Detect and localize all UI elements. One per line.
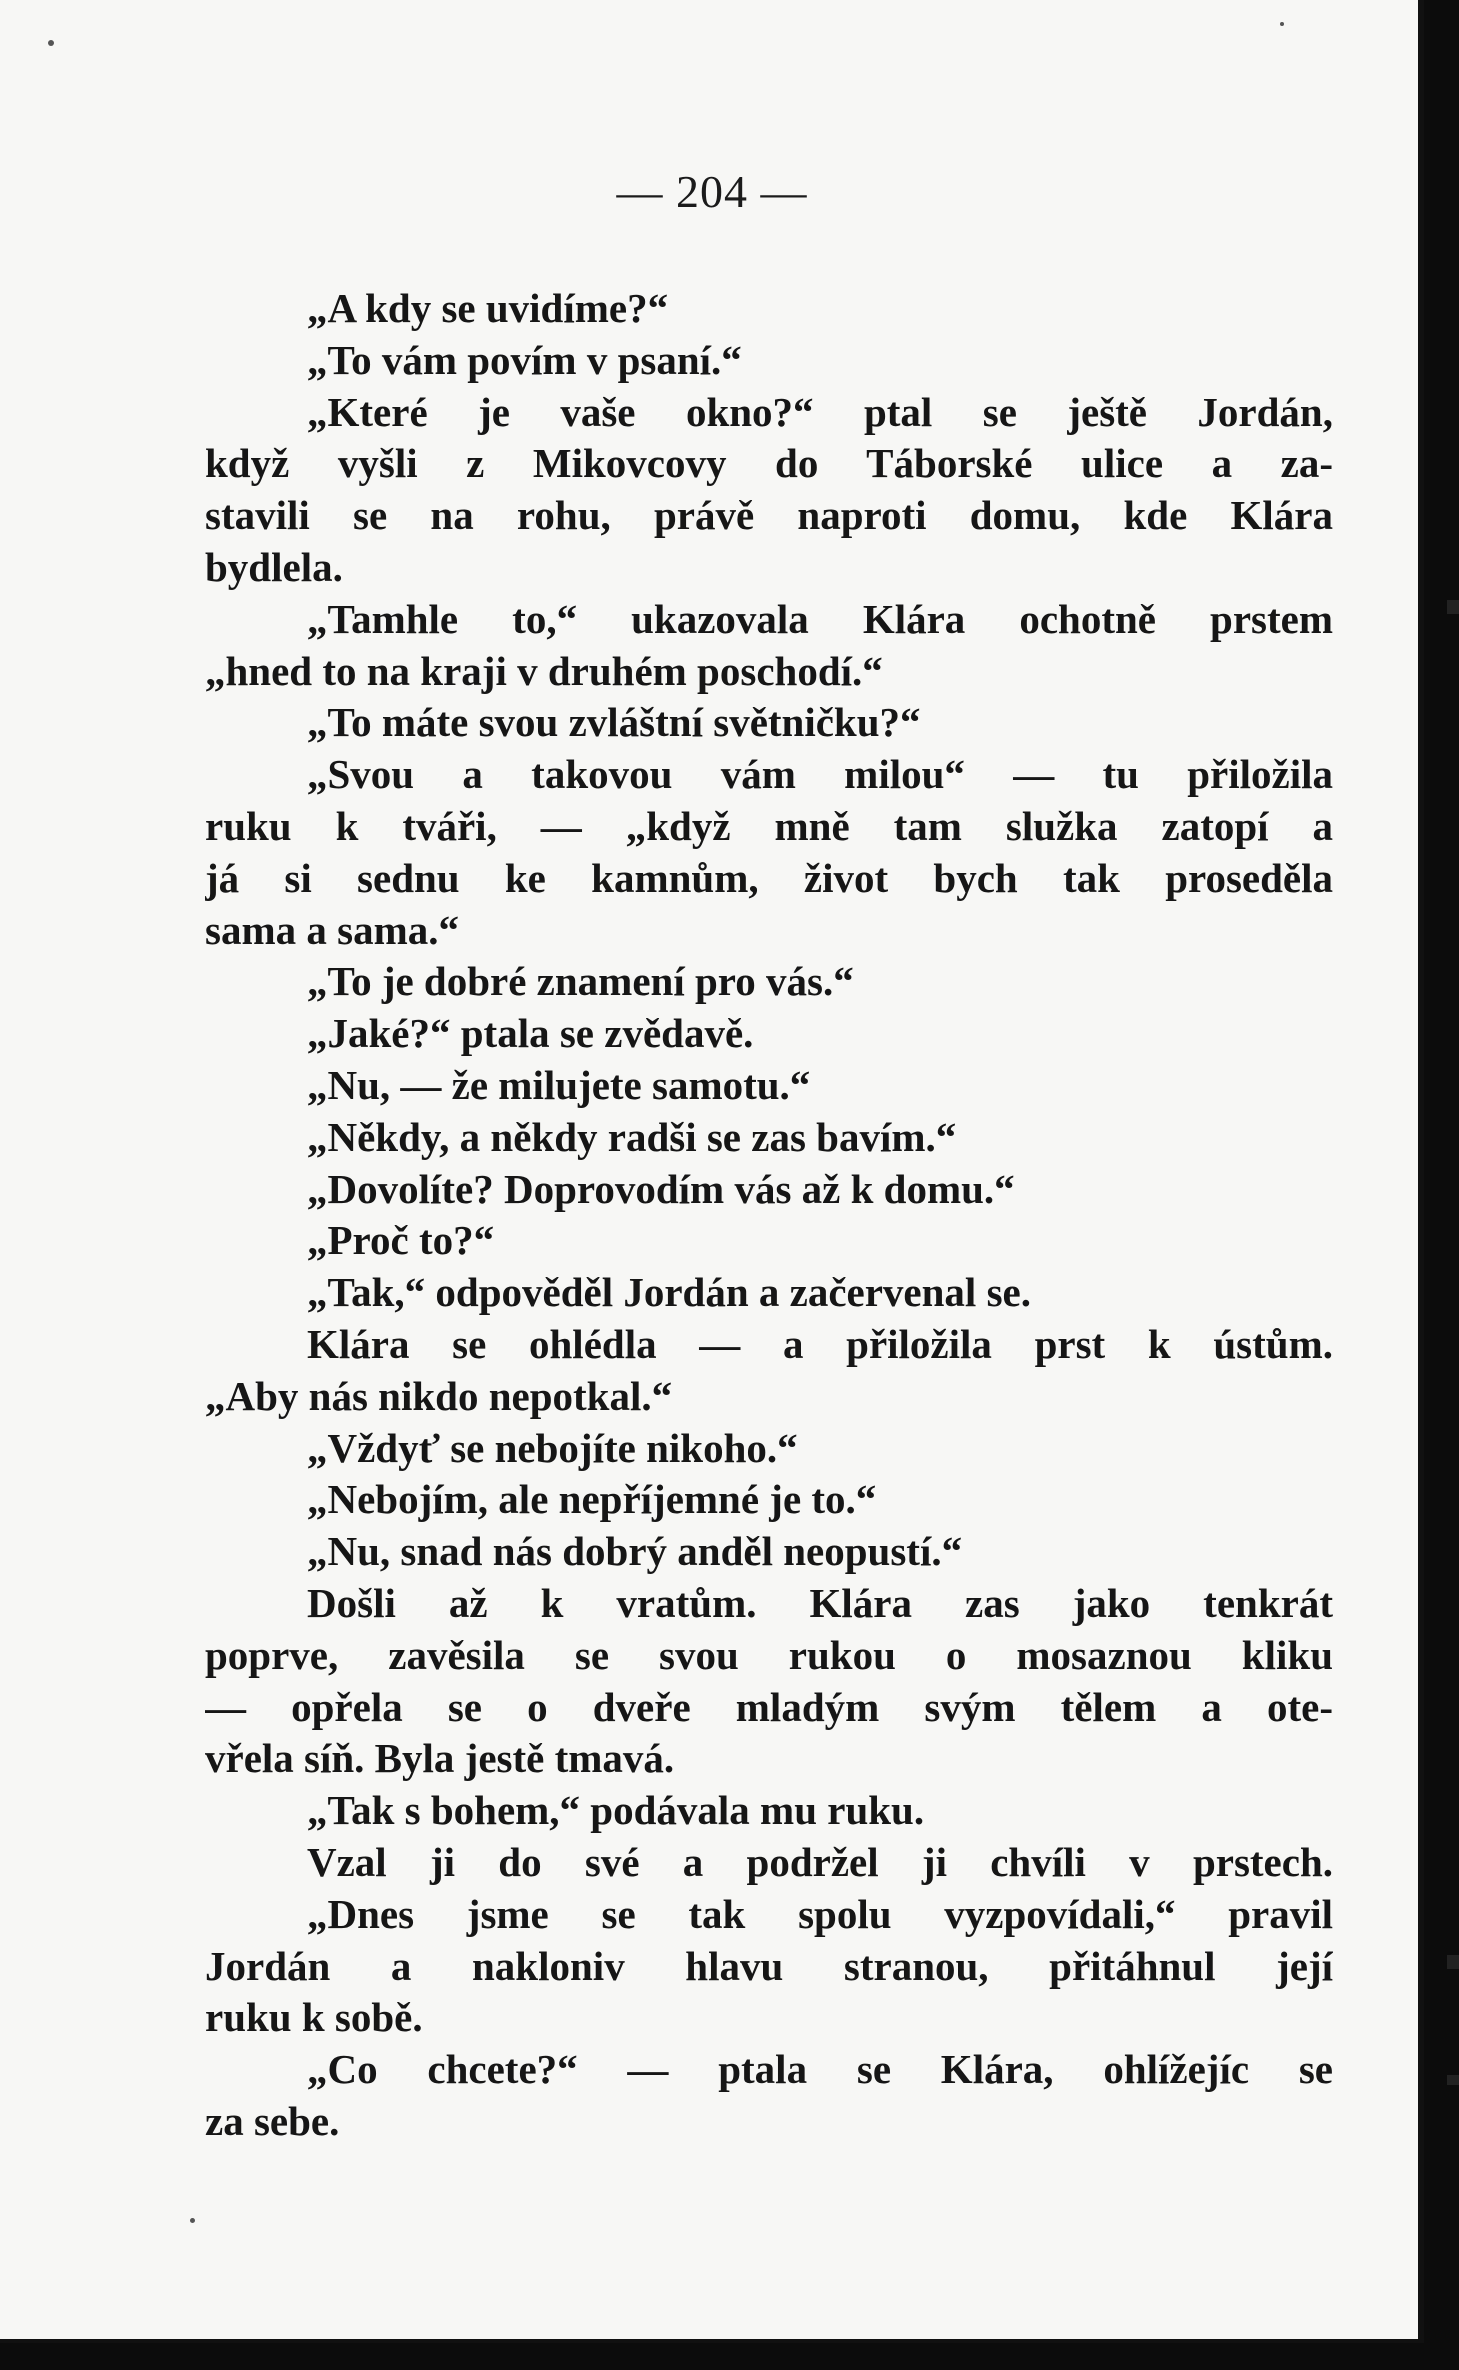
text-line: když vyšli z Mikovcovy do Táborské ulice a za- (205, 440, 1333, 487)
text-line: „A kdy se uvidíme?“ (307, 285, 669, 331)
text-line: „Vždyť se nebojíte nikoho.“ (307, 1424, 798, 1471)
dust-speck (190, 2218, 195, 2223)
page-number: — 204 — (616, 166, 808, 217)
text-line: „Někdy, a někdy radši se zas bavím.“ (307, 1113, 957, 1160)
text-line: „Jaké?“ ptala se zvědavě. (307, 1010, 754, 1057)
text-line: „Proč to?“ (307, 1217, 495, 1264)
text-line: Vzal ji do své a podržel ji chvíli v prstech. (307, 1838, 1333, 1885)
dust-speck (1280, 22, 1284, 26)
text-line: „Nu, snad nás dobrý anděl neopustí.“ (307, 1528, 963, 1575)
text-line: Došli až k vratům. Klára zas jako tenkrát (307, 1579, 1333, 1626)
edge-mark (1447, 600, 1459, 614)
text-line: „To je dobré znamení pro vás.“ (307, 958, 854, 1005)
text-line: „Co chcete?“ — ptala se Klára, ohlížejíc se (307, 2046, 1333, 2093)
text-line: ruku k tváři, — „když mně tam služka zatopí a (205, 802, 1333, 849)
text-line: ruku k sobě. (205, 1994, 423, 2041)
text-line: bydlela. (205, 543, 343, 590)
text-line: poprve, zavěsila se svou rukou o mosaznou kliku (205, 1631, 1333, 1678)
dust-speck (48, 40, 54, 46)
text-line: „Tak,“ odpověděl Jordán a začervenal se. (307, 1269, 1031, 1316)
text-line: „Které je vaše okno?“ ptal se ještě Jordán, (307, 388, 1333, 435)
edge-mark (1447, 1955, 1459, 1969)
text-line: já si sednu ke kamnům, život bych tak proseděla (205, 854, 1333, 901)
text-line: „Dnes jsme se tak spolu vyzpovídali,“ pravil (307, 1890, 1333, 1937)
text-line: stavili se na rohu, právě naproti domu, kde Klára (205, 492, 1333, 539)
text-line: „Aby nás nikdo nepotkal.“ (205, 1372, 673, 1419)
text-line: „Nebojím, ale nepříjemné je to.“ (307, 1476, 877, 1523)
text-line: Klára se ohlédla — a přiložila prst k ústům. (307, 1320, 1333, 1367)
text-line: „Tak s bohem,“ podávala mu ruku. (307, 1787, 925, 1834)
text-line: „Tamhle to,“ ukazovala Klára ochotně prstem (307, 595, 1333, 642)
text-line: — opřela se o dveře mladým svým tělem a ote- (205, 1683, 1333, 1730)
text-line: Jordán a nakloniv hlavu stranou, přitáhnul její (205, 1942, 1333, 1989)
text-line: „Nu, — že milujete samotu.“ (307, 1061, 811, 1108)
text-line: za sebe. (205, 2097, 340, 2144)
text-line: „To máte svou zvláštní světničku?“ (307, 699, 921, 746)
text-line: „To vám povím v psaní.“ (307, 336, 742, 383)
edge-mark (1447, 2075, 1459, 2085)
text-line: vřela síň. Byla jestě tmavá. (205, 1735, 675, 1782)
text-line: sama a sama.“ (205, 906, 459, 953)
body-text (205, 283, 1333, 2148)
text-line: „hned to na kraji v druhém poschodí.“ (205, 647, 883, 694)
text-line: „Dovolíte? Doprovodím vás až k domu.“ (307, 1165, 1015, 1212)
text-line: „Svou a takovou vám milou“ — tu přiložila (307, 751, 1333, 798)
